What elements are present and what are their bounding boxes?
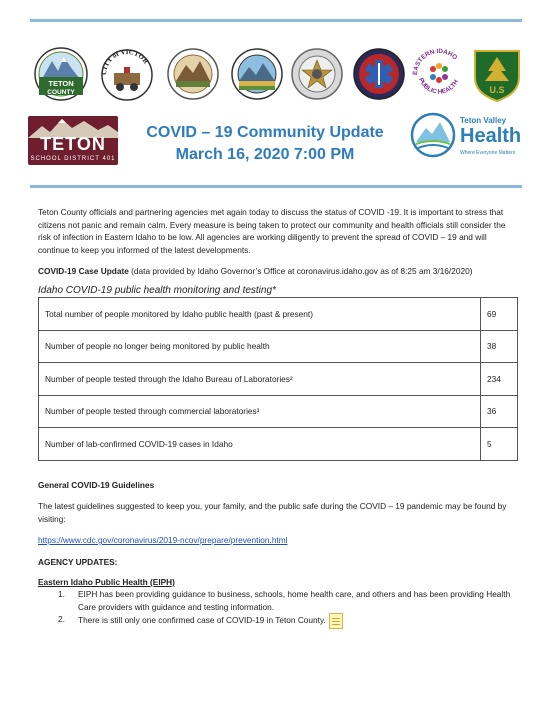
row-value: 36 [481,395,518,428]
table-row [39,330,518,363]
eiph-logo-top-text: EASTERN IDAHO [412,47,459,76]
top-rule [30,19,522,22]
teton-county-logo-line2: COUNTY [47,89,75,96]
row-label: Number of people no longer being monitored by public health [39,330,481,363]
teton-valley-health-logo [408,112,536,164]
table-row [39,395,518,428]
forest-service-shield-text: U.S [489,85,505,95]
table-row [39,363,518,396]
forest-service-shield [470,45,524,103]
guidelines-heading: General COVID-19 Guidelines [38,480,155,490]
list-item-text: There is still only one confirmed case of COVID-19 in Teton County. [78,615,326,625]
city-of-victor-logo [100,45,154,103]
city-of-tetonia-seal [230,45,284,103]
tvh-tagline: Where Everyone Matters [460,150,516,156]
page-title-line1: COVID – 19 Community Update [146,124,384,141]
table-row [39,298,518,331]
partner-logos [34,45,524,107]
row-value: 234 [481,363,518,396]
city-of-driggs-seal [166,45,220,103]
tvh-line2: Health [460,125,522,147]
header-rule [30,185,522,188]
teton-county-logo-line1: TETON [48,79,74,88]
row-label: Number of people tested through the Idaho Bureau of Laboratories² [39,363,481,396]
monitoring-table [38,297,518,461]
page-title-line2: March 16, 2020 7:00 PM [175,146,355,163]
eiph-heading: Eastern Idaho Public Health (EIPH) [38,577,175,587]
intro-paragraph: Teton County officials and partnering agencies met again today to discuss the status of COVID -19. It is important to stress that citizens not panic and remain calm. Every measure is being taken to protect our community and health officials still consider the risk of infection in Eastern Idaho to be low. All agencies are working diligently to prevent the spread of COVID – 19 and will continue to keep you informed of the latest developments. [38,207,506,255]
teton-county-sheriff-badge [290,45,344,103]
case-update-label: COVID-19 Case Update [38,266,129,276]
page-title [130,122,400,166]
tvh-line1: Teton Valley [460,116,507,125]
row-value: 5 [481,428,518,461]
list-item-number: 2. [58,614,65,624]
eastern-idaho-public-health-logo [412,45,466,103]
school-district-subtitle: SCHOOL DISTRICT 401 [30,156,116,162]
case-update-line [38,265,516,278]
row-value: 38 [481,330,518,363]
row-label: Number of lab-confirmed COVID-19 cases in Idaho [39,428,481,461]
school-district-name: TETON [40,134,106,154]
teton-county-logo [34,45,88,103]
table-caption: Idaho COVID-19 public health monitoring and testing* [38,285,276,296]
list-item [38,613,516,629]
agency-updates-heading: AGENCY UPDATES: [38,557,118,567]
row-value: 69 [481,298,518,331]
teton-school-district-logo [28,116,118,165]
row-label: Total number of people monitored by Idaho public health (past & present) [39,298,481,331]
ems-star-of-life-logo [352,45,406,103]
sticky-note-icon[interactable] [329,613,343,629]
cdc-prevention-link[interactable]: https://www.cdc.gov/coronavirus/2019-ncov/prepare/prevention.html [38,535,288,545]
tvh-mountain-icon [410,112,456,158]
guidelines-paragraph: The latest guidelines suggested to keep you, your family, and the public safe during the COVID – 19 pandemic may be found by visiting: [38,501,507,524]
row-label: Number of people tested through commercial laboratories³ [39,395,481,428]
table-row [39,428,518,461]
eiph-logo-bottom-text: PUBLIC HEALTH [417,77,461,96]
list-item-text: EIPH has been providing guidance to business, schools, home health care, and others and has been providing Health Care providers with guidance and testing information. [78,589,511,612]
city-of-victor-logo-text: CITY of VICTOR [100,47,150,76]
case-update-detail: (data provided by Idaho Governor’s Office at coronavirus.idaho.gov as of 8:25 am 3/16/2020) [128,266,473,276]
list-item-number: 1. [58,589,65,599]
eiph-updates-list [38,588,516,629]
list-item [38,588,516,613]
